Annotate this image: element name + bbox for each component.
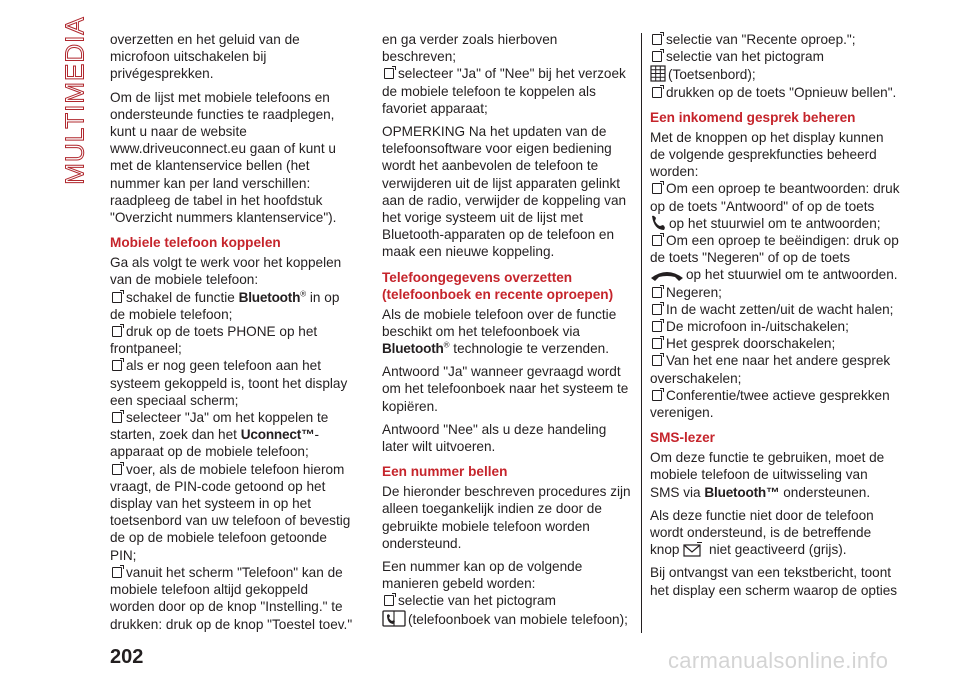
bullet-item: Negeren; — [650, 284, 900, 301]
paragraph: Ga als volgt te werk voor het koppelen van de mobiele telefoon: — [110, 255, 342, 288]
bullet-item: drukken op de toets "Opnieuw bellen". — [650, 84, 900, 101]
bullet-icon — [652, 355, 662, 366]
bullet-icon — [652, 51, 662, 62]
section-heading: Een nummer bellen — [382, 464, 508, 480]
section-heading: Telefoongegevens overzetten (telefoonboek en recente oproepen) — [382, 269, 614, 302]
watermark: carmanualsonline.info — [668, 648, 889, 673]
bullet-icon — [652, 87, 662, 98]
bullet-item: Het gesprek doorschakelen; — [650, 335, 900, 352]
bullet-icon — [652, 390, 662, 401]
paragraph: Met de knoppen op het display kunnen de volgende gesprekfuncties beheerd worden: — [650, 129, 884, 180]
bullet-item: Om een oproep te beantwoorden: druk op de toets "Antwoord" of op de toets op het stuurwiel om te antwoorden; — [650, 181, 900, 231]
paragraph: Om deze functie te gebruiken, moet de mobiele telefoon de uitwisseling van SMS via Bluetooth™ ondersteunen. — [650, 450, 885, 500]
page-number: 202 — [110, 646, 144, 668]
paragraph: Een nummer kan op de volgende manieren gebeld worden: — [382, 559, 583, 592]
bullet-item: druk op de toets PHONE op het frontpaneel; — [110, 324, 318, 357]
keypad-icon — [650, 65, 666, 82]
bullet-item: selecteer "Ja" of "Nee" bij het verzoek de mobiele telefoon te koppelen als favoriet apparaat; — [382, 66, 626, 116]
phone-answer-icon — [650, 215, 667, 231]
bullet-item: Om een oproep te beëindigen: druk op de toets "Negeren" of op de toets op het stuurwiel om te antwoorden. — [650, 233, 899, 283]
bullet-item: voer, als de mobiele telefoon hierom vraagt, de PIN-code getoond op het display van het systeem in op het toetsenbord van uw telefoon of bevestig de op de mobiele telefoon getoonde PIN; — [110, 461, 351, 563]
paragraph: De hieronder beschreven procedures zijn alleen toegankelijk indien ze door de gebruikte mobiele telefoon worden ondersteund. — [382, 484, 631, 551]
bullet-icon — [112, 567, 122, 578]
sms-envelope-icon — [683, 542, 703, 557]
bullet-icon — [112, 292, 122, 303]
paragraph: Antwoord "Nee" als u deze handeling later wilt uitvoeren. — [382, 421, 607, 455]
bullet-icon — [652, 235, 662, 246]
bullet-icon — [652, 183, 662, 194]
bullet-icon — [112, 464, 122, 475]
bullet-icon — [652, 34, 662, 45]
phonebook-icon — [382, 610, 406, 627]
bullet-item: selectie van het pictogram (telefoonboek van mobiele telefoon); — [382, 592, 632, 627]
note-paragraph: OPMERKING Na het updaten van de telefoonsoftware voor eigen bediening wordt het aanbevolen de telefoon te verwijderen uit de lijst apparaten gelinkt aan de radio, verwijder de koppeling van het vorige systeem uit de lijst met Bluetooth-apparaten op de telefoon en maak een nieuwe koppeling. — [382, 124, 627, 260]
section-heading: SMS-lezer — [650, 430, 715, 446]
bullet-item: selectie van het pictogram (Toetsenbord); — [650, 48, 900, 83]
phone-hangup-icon — [650, 270, 684, 282]
column-3 — [650, 31, 900, 605]
paragraph: Om de lijst met mobiele telefoons en ondersteunde functies te raadplegen, kunt u naar de website www.driveuconnect.eu gaan of kunt u met de klantenservice bellen (het nummer kan per land verschillen: raadpleeg de tabel in het hoofdstuk "Overzicht nummers klantenservice"). — [110, 89, 337, 226]
column-divider — [641, 33, 642, 633]
paragraph: en ga verder zoals hierboven beschreven; — [382, 32, 558, 65]
bullet-item: selecteer "Ja" om het koppelen te starten, zoek dan het Uconnect™-apparaat op de mobiele telefoon; — [110, 410, 329, 460]
section-heading: Mobiele telefoon koppelen — [110, 235, 281, 251]
column-1 — [110, 31, 355, 633]
bullet-icon — [112, 412, 122, 423]
bullet-item: vanuit het scherm "Telefoon" kan de mobiele telefoon altijd gekoppeld worden door op de knop "Instelling." te drukken: druk op de knop "Toestel toev." — [110, 564, 353, 632]
paragraph: overzetten en het geluid van de microfoon uitschakelen bij privégesprekken. — [110, 32, 300, 82]
bullet-icon — [384, 68, 394, 79]
bullet-item: schakel de functie Bluetooth® in op de mobiele telefoon; — [110, 289, 340, 322]
bullet-item: De microfoon in-/uitschakelen; — [650, 318, 900, 335]
bullet-item: Conferentie/twee actieve gesprekken verenigen. — [650, 387, 890, 421]
column-2 — [382, 31, 632, 628]
bullet-icon — [652, 338, 662, 349]
bullet-item: In de wacht zetten/uit de wacht halen; — [650, 301, 900, 318]
paragraph: Als deze functie niet door de telefoon wordt ondersteund, is de betreffende knop niet geactiveerd (grijs). — [650, 507, 874, 558]
paragraph: Antwoord "Ja" wanneer gevraagd wordt om het telefoonboek naar het systeem te kopiëren. — [382, 364, 629, 414]
paragraph: Als de mobiele telefoon over de functie beschikt om het telefoonboek via Bluetooth® technologie te verzenden. — [382, 306, 617, 357]
bullet-item: Van het ene naar het andere gesprek overschakelen; — [650, 353, 891, 386]
bullet-icon — [652, 304, 662, 315]
section-tab: MULTIMEDIA — [59, 15, 90, 185]
bullet-icon — [652, 287, 662, 298]
bullet-icon — [384, 595, 394, 606]
bullet-item: als er nog geen telefoon aan het systeem gekoppeld is, toont het display een speciaal scherm; — [110, 358, 348, 408]
bullet-icon — [652, 321, 662, 332]
paragraph: Bij ontvangst van een tekstbericht, toont het display een scherm waarop de opties — [650, 565, 898, 598]
bullet-icon — [112, 360, 122, 371]
section-heading: Een inkomend gesprek beheren — [650, 109, 856, 125]
bullet-icon — [112, 326, 122, 337]
bullet-item: selectie van "Recente oproep."; — [650, 31, 900, 48]
